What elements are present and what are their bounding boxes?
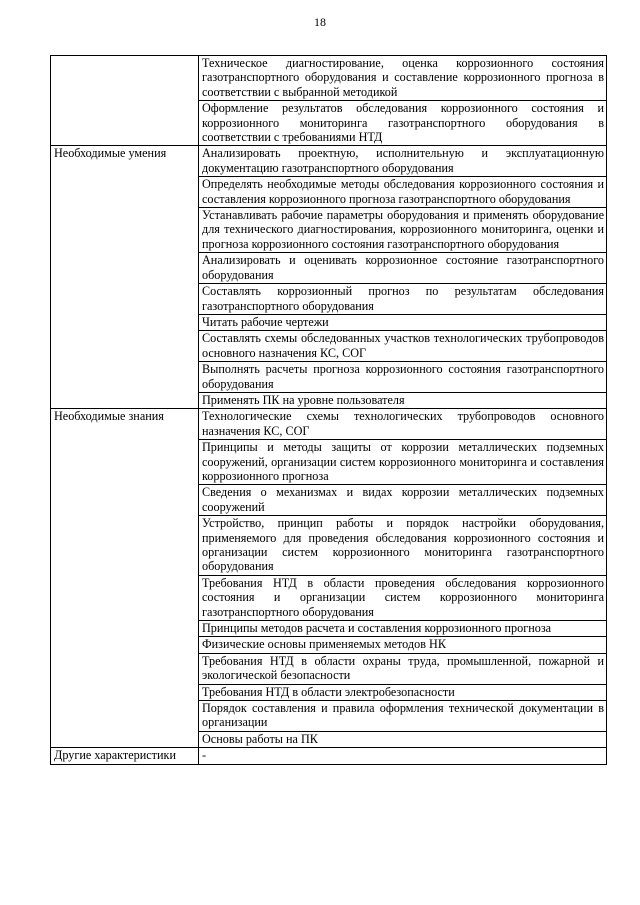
requirement-item: Устанавливать рабочие параметры оборудования и применять оборудование для технического диагностирования, коррозионного мониторинга, оценки и прогноза коррозионного состояния газотранспортного оборудования: [199, 208, 607, 253]
requirement-item: Требования НТД в области электробезопасности: [199, 684, 607, 700]
row-category-label: [51, 56, 199, 146]
row-category-label: Необходимые знания: [51, 409, 199, 748]
row-category-label: Другие характеристики: [51, 748, 199, 764]
requirement-item: -: [199, 748, 607, 764]
requirement-item: Составлять схемы обследованных участков технологических трубопроводов основного назначения КС, СОГ: [199, 331, 607, 362]
requirement-item: Составлять коррозионный прогноз по результатам обследования газотранспортного оборудования: [199, 284, 607, 315]
requirement-item: Анализировать проектную, исполнительную и эксплуатационную документацию газотранспортного оборудования: [199, 146, 607, 177]
row-category-label: Необходимые умения: [51, 146, 199, 409]
requirement-item: Устройство, принцип работы и порядок настройки оборудования, применяемого для проведения обследования коррозионного состояния и организации систем коррозионного мониторинга газотранспортного оборудования: [199, 516, 607, 576]
requirement-item: Оформление результатов обследования коррозионного состояния и коррозионного мониторинга газотранспортного оборудования в соответствии с требованиями НТД: [199, 101, 607, 146]
requirement-item: Принципы методов расчета и составления коррозионного прогноза: [199, 621, 607, 637]
page-number: 18: [314, 15, 326, 29]
requirement-item: Технологические схемы технологических трубопроводов основного назначения КС, СОГ: [199, 409, 607, 440]
table-row: [51, 146, 607, 177]
table-body: [51, 56, 607, 765]
requirement-item: Физические основы применяемых методов НК: [199, 637, 607, 653]
competency-table: [50, 55, 607, 765]
requirement-item: Сведения о механизмах и видах коррозии металлических подземных сооружений: [199, 485, 607, 516]
requirement-item: Требования НТД в области охраны труда, промышленной, пожарной и экологической безопасности: [199, 653, 607, 684]
requirement-item: Порядок составления и правила оформления технической документации в организации: [199, 701, 607, 732]
table-row: [51, 56, 607, 101]
requirement-item: Читать рабочие чертежи: [199, 314, 607, 330]
requirement-item: Применять ПК на уровне пользователя: [199, 392, 607, 408]
table-row: [51, 409, 607, 440]
requirement-item: Выполнять расчеты прогноза коррозионного состояния газотранспортного оборудования: [199, 362, 607, 393]
table-row: [51, 748, 607, 764]
requirement-item: Требования НТД в области проведения обследования коррозионного состояния и организации систем коррозионного мониторинга газотранспортного оборудования: [199, 575, 607, 620]
requirement-item: Основы работы на ПК: [199, 731, 607, 747]
requirement-item: Анализировать и оценивать коррозионное состояние газотранспортного оборудования: [199, 253, 607, 284]
requirement-item: Определять необходимые методы обследования коррозионного состояния и составления коррозионного прогноза газотранспортного оборудования: [199, 177, 607, 208]
requirement-item: Принципы и методы защиты от коррозии металлических подземных сооружений, организации систем коррозионного мониторинга и составления коррозионного прогноза: [199, 440, 607, 485]
requirement-item: Техническое диагностирование, оценка коррозионного состояния газотранспортного оборудования и составление коррозионного прогноза в соответствии с выбранной методикой: [199, 56, 607, 101]
